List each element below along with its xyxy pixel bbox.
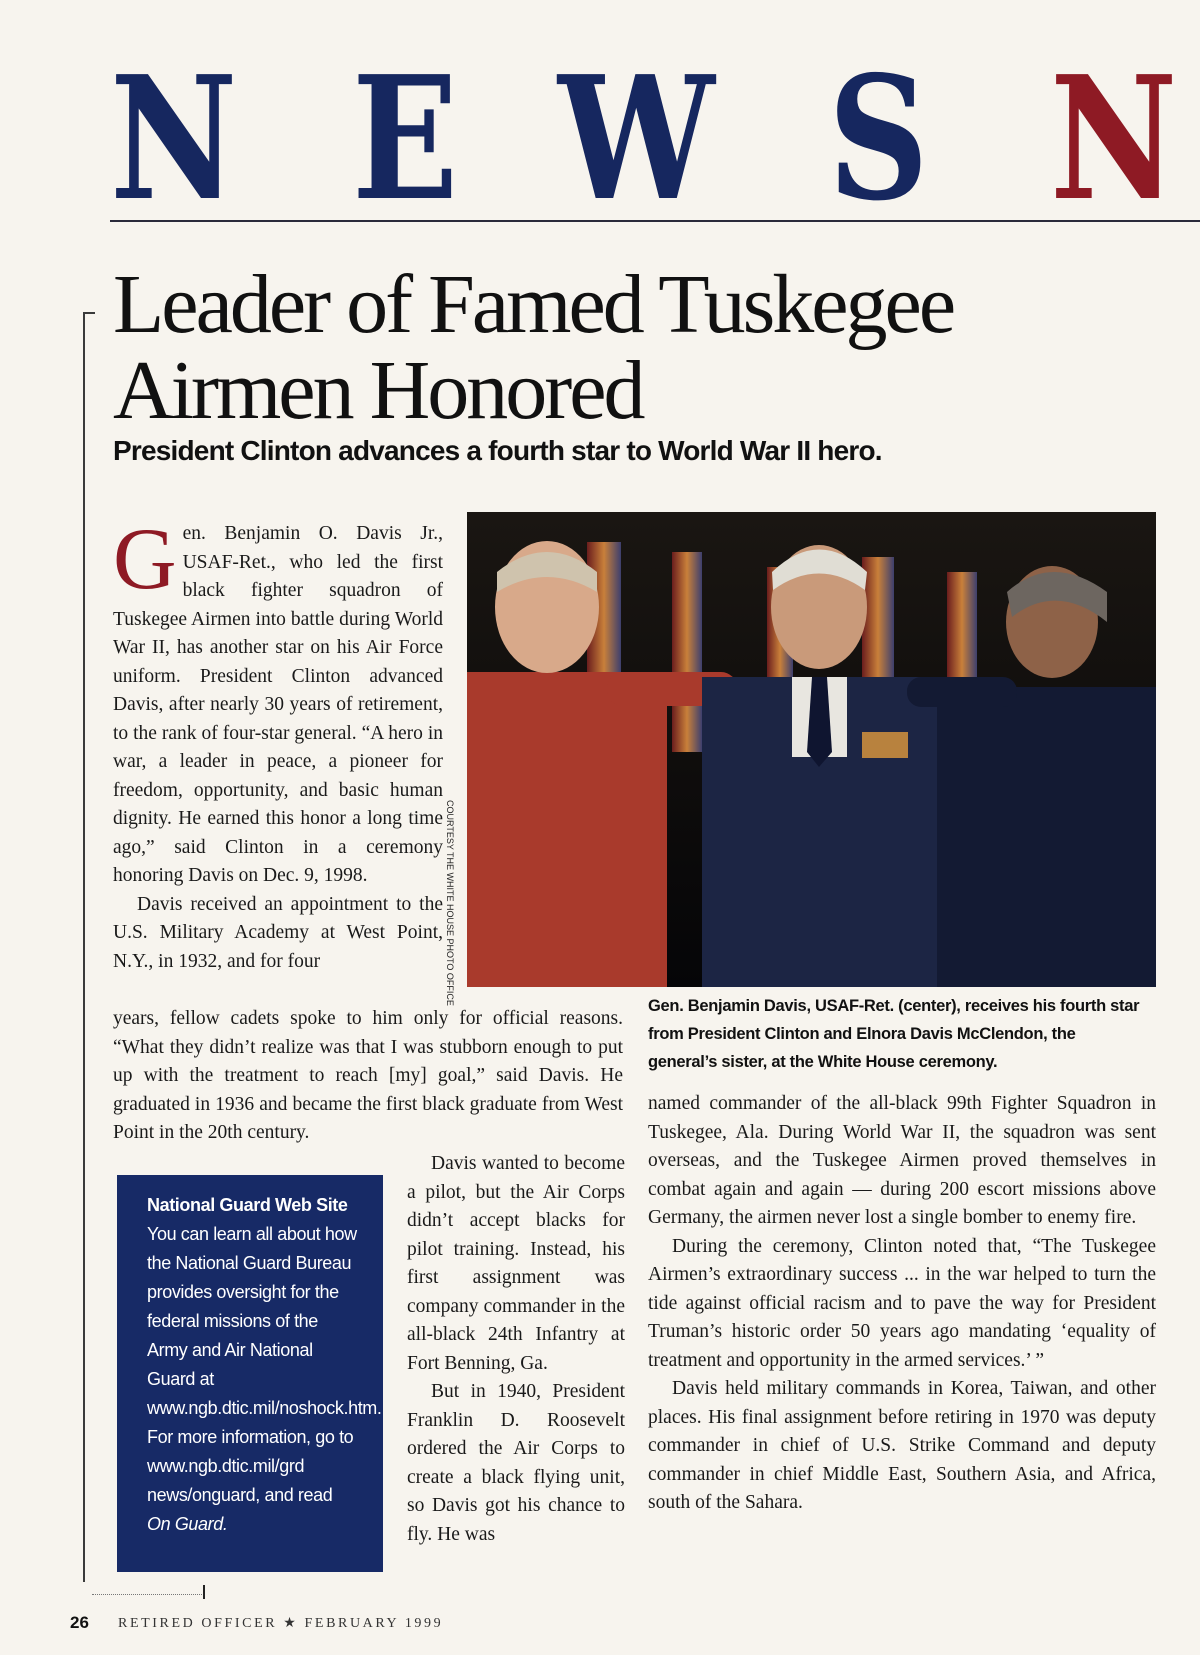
- sidebar-title: National Guard Web Site: [147, 1195, 348, 1215]
- masthead-letter-n-red: N: [1050, 60, 1178, 222]
- masthead-letter-s: S: [828, 60, 929, 222]
- column-left: [113, 511, 443, 976]
- ceremony-photo: [467, 512, 1156, 987]
- photo-caption: Gen. Benjamin Davis, USAF-Ret. (center), receives his fourth star from President Clinton and Elnora Davis McClendon, the general’s sister, at the White House ceremony.: [648, 997, 1140, 1071]
- paragraph-3: Davis wanted to become a pilot, but the Air Corps didn’t accept blacks for pilot training. Instead, his first assignment was company commander in the all-black 24th Infantry at Fort Benning, Ga.: [407, 1153, 625, 1374]
- photo-credit: COURTESY THE WHITE HOUSE PHOTO OFFICE: [445, 800, 455, 1006]
- headline-line-2: Airmen Honored: [113, 344, 643, 437]
- page-number: 26: [70, 1613, 89, 1632]
- ceremony-photo-illustration: [467, 512, 1156, 987]
- paragraph-7: Davis held military commands in Korea, Taiwan, and other places. His final assignment before retiring in 1970 was deputy commander in chief of U.S. Strike Command and deputy commander in chief Middle East, Southern Asia, and Africa, south of the Sahara.: [648, 1378, 1156, 1513]
- headline-line-1: Leader of Famed Tuskegee: [113, 258, 954, 351]
- sidebar-body-italic: On Guard.: [147, 1514, 228, 1534]
- paragraph-5: named commander of the all-black 99th Fighter Squadron in Tuskegee, Ala. During World War II, the squadron was sent overseas, and the Tuskegee Airmen proved themselves in combat again and again — during 200 escort missions above Germany, the airmen never lost a single bomber to enemy fire.: [648, 1093, 1156, 1228]
- publication-footer: RETIRED OFFICER ★ FEBRUARY 1999: [118, 1616, 444, 1631]
- masthead-letter-e: E: [352, 60, 459, 222]
- paragraph-2a: Davis received an appointment to the U.S. Military Academy at West Point, N.Y., in 1932, and for four: [113, 893, 443, 972]
- column-middle: [407, 1150, 625, 1549]
- column-right: [648, 1090, 1156, 1518]
- drop-cap: G: [113, 511, 177, 608]
- paragraph-1: en. Benjamin O. Davis Jr., USAF-Ret., who led the first black fighter squadron of Tuskegee Airmen into battle during World War II, has another star on his Air Force uniform. President Clinton advanced Davis, after nearly 30 years of retirement, to the rank of four-star general. “A hero in war, a leader in peace, a pioneer for freedom, opportunity, and basic human dignity. He earned this honor a long time ago,” said Clinton in a ceremony honoring Davis on Dec. 9, 1998.: [113, 523, 443, 886]
- paragraph-2b: years, fellow cadets spoke to him only for official reasons. “What they didn’t realize was that I was stubborn enough to put up with the treatment to reach [my] goal,” said Davis. He graduated in 1936 and became the first black graduate from West Point in the 20th century.: [113, 1008, 623, 1143]
- frame-rule: [83, 312, 85, 1582]
- masthead-letter-w: W: [558, 60, 715, 222]
- deck: President Clinton advances a fourth star to World War II hero.: [113, 435, 882, 466]
- headline: [113, 258, 1113, 437]
- masthead: [110, 60, 1200, 222]
- footer-rule: [92, 1594, 204, 1595]
- masthead-letter-n: N: [110, 60, 238, 222]
- paragraph-6: During the ceremony, Clinton noted that, “The Tuskegee Airmen’s extraordinary success ... in the war helped to turn the tide against official racism and to pave the way for President Truman’s historic order 50 years ago mandating ‘equality of treatment and opportunity in the armed services.’ ”: [648, 1235, 1156, 1371]
- sidebar-body: You can learn all about how the National Guard Bureau provides oversight for the federal missions of the Army and Air National Guard at www.ngb.dtic.mil/noshock.htm. For more information, go to www.ngb.dtic.mil/grd news/onguard, and read: [147, 1224, 382, 1505]
- footer-tick: [203, 1585, 205, 1599]
- sidebar-box: [117, 1175, 383, 1572]
- paragraph-4: But in 1940, President Franklin D. Roosevelt ordered the Air Corps to create a black flying unit, so Davis got his chance to fly. He was: [407, 1381, 625, 1545]
